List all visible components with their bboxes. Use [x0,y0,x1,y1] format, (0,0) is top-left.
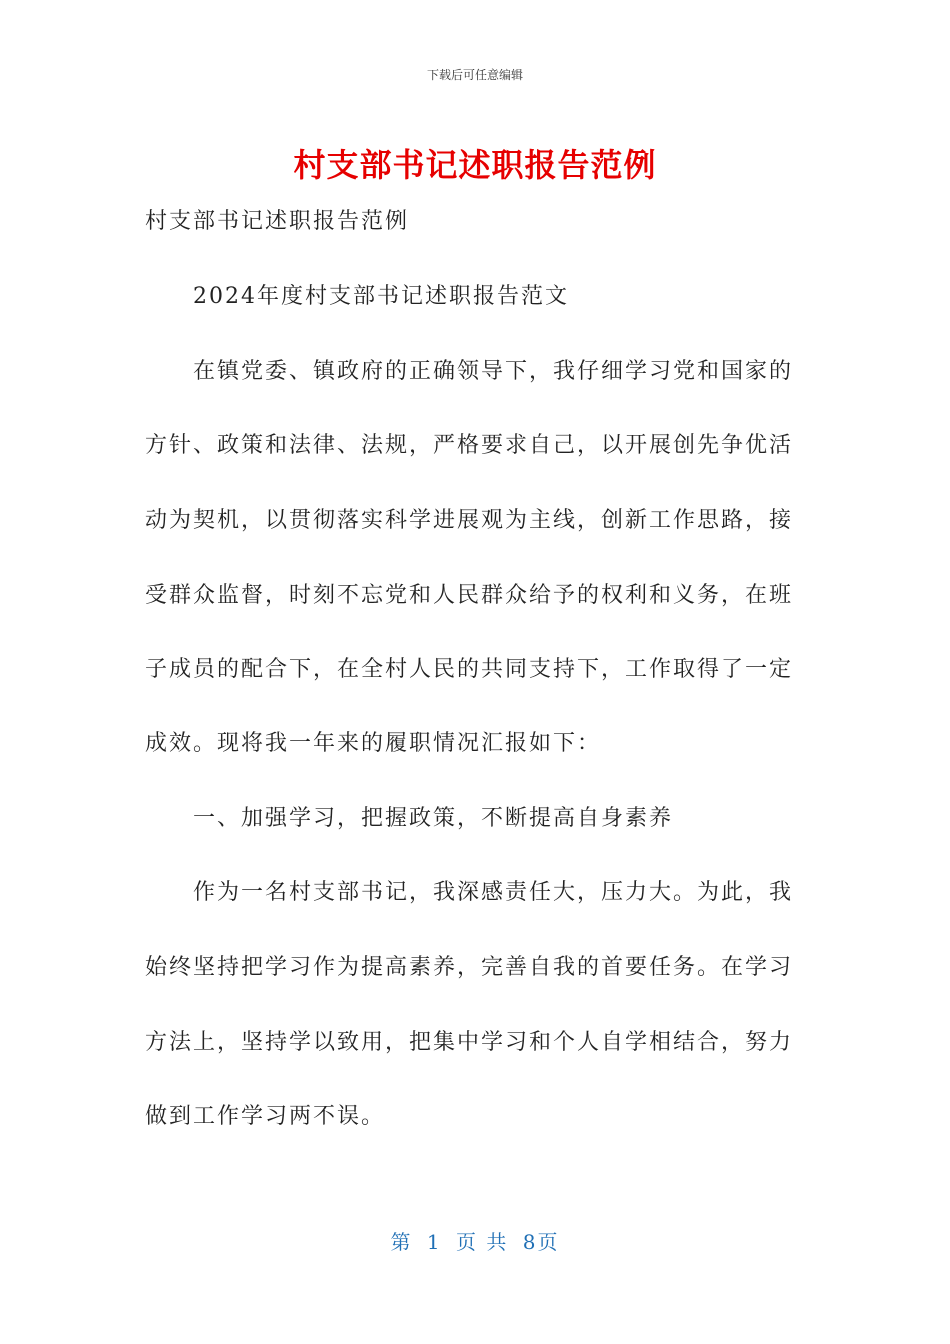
paragraph-line: 方法上，坚持学以致用，把集中学习和个人自学相结合，努力 [145,1030,794,1055]
paragraph-line: 作为一名村支部书记，我深感责任大，压力大。为此，我 [193,880,794,905]
section-heading: 一、加强学习，把握政策，不断提高自身素养 [193,806,674,831]
paragraph-line: 始终坚持把学习作为提高素养，完善自我的首要任务。在学习 [145,955,794,980]
paragraph-line: 方针、政策和法律、法规，严格要求自己，以开展创先争优活 [145,433,794,458]
paragraph-line: 子成员的配合下，在全村人民的共同支持下，工作取得了一定 [145,657,794,682]
paragraph-line: 受群众监督，时刻不忘党和人民群众给予的权利和义务，在班 [145,583,794,608]
paragraph-line: 在镇党委、镇政府的正确领导下，我仔细学习党和国家的 [193,359,794,384]
paragraph-line: 成效。现将我一年来的履职情况汇报如下： [145,731,602,756]
paragraph-line: 动为契机，以贯彻落实科学进展观为主线，创新工作思路，接 [145,508,794,533]
paragraph-line: 2024年度村支部书记述职报告范文 [193,284,569,309]
paragraph-line: 做到工作学习两不误。 [145,1104,386,1129]
footer-total-pages: 8页 [522,1230,560,1254]
footer-page-number: 1 [426,1230,442,1254]
footer-middle: 页 共 [456,1230,509,1254]
paragraph-line: 村支部书记述职报告范例 [145,209,410,234]
footer-prefix: 第 [390,1230,413,1254]
page-footer [0,1226,950,1255]
header-note: 下载后可任意编辑 [426,68,523,82]
document-title: 村支部书记述职报告范例 [293,146,657,184]
